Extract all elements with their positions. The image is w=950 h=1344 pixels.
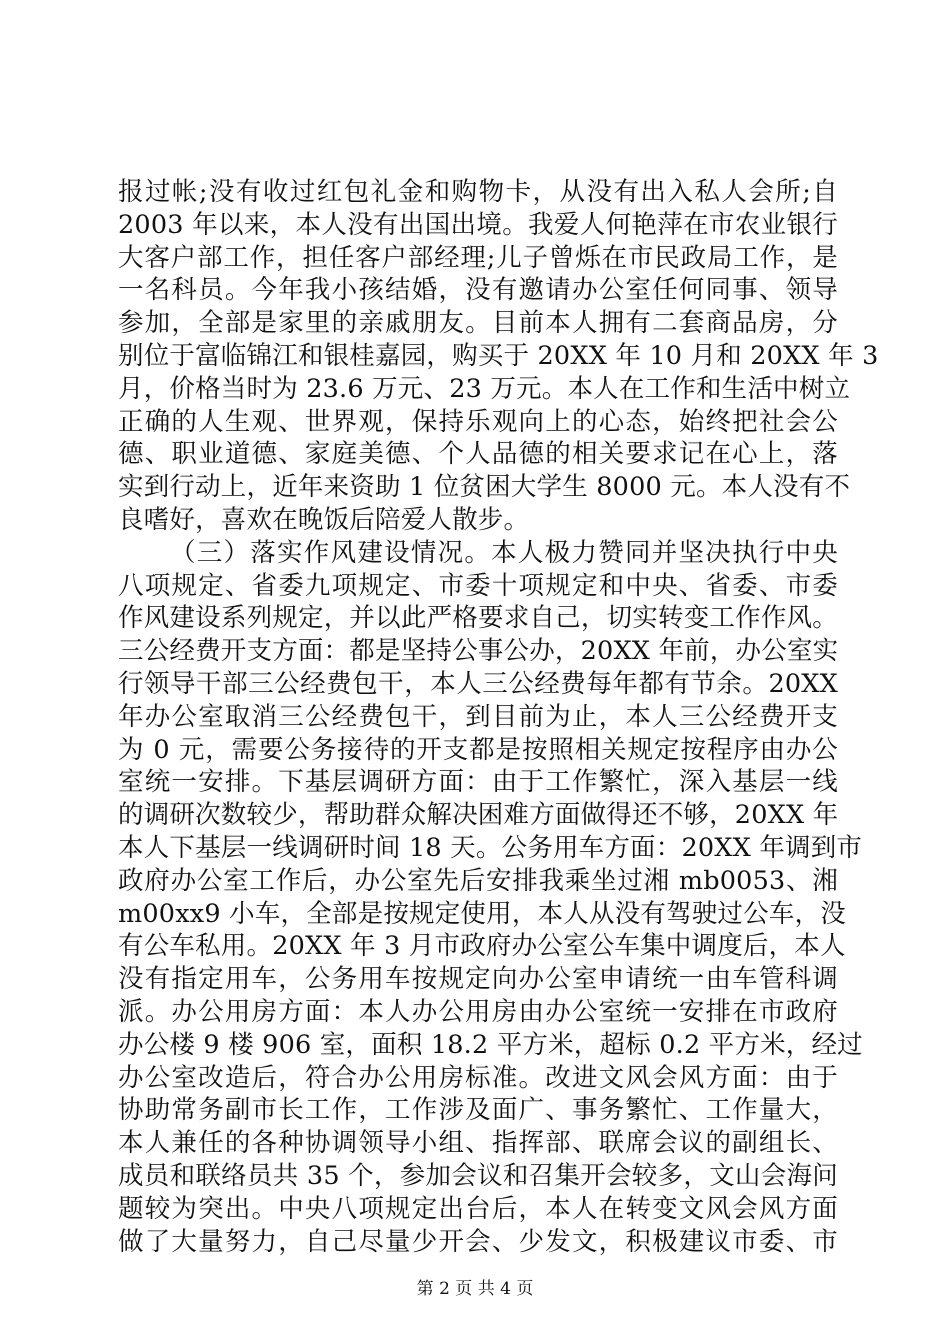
text-line: 没有指定用车，公务用车按规定向办公室申请统一由车管科调 xyxy=(118,964,838,995)
text-line: 参加，全部是家里的亲戚朋友。目前本人拥有二套商品房，分 xyxy=(118,308,838,339)
text-line: 本人下基层一线调研时间 18 天。公务用车方面：20XX 年调到市 xyxy=(118,832,863,863)
text-line: 政府办公室工作后，办公室先后安排我乘坐过湘 mb0053、湘 xyxy=(118,865,838,896)
text-line: 有公车私用。20XX 年 3 月市政府办公室公车集中调度后，本人 xyxy=(118,931,846,962)
page-number: 第 2 页 共 4 页 xyxy=(416,1279,534,1299)
text-line: 2003 年以来，本人没有出国出境。我爱人何艳萍在市农业银行 xyxy=(118,209,838,240)
section-heading-line: （三）落实作风建设情况。本人极力赞同并坚决执行中央 xyxy=(170,537,838,568)
text-line: 大客户部工作，担任客户部经理;儿子曾烁在市民政局工作，是 xyxy=(118,242,838,273)
text-line: 月，价格当时为 23.6 万元、23 万元。本人在工作和生活中树立 xyxy=(118,373,851,404)
text-line: 室统一安排。下基层调研方面：由于工作繁忙，深入基层一线 xyxy=(118,767,838,798)
text-line: 协助常务副市长工作，工作涉及面广、事务繁忙、工作量大， xyxy=(118,1095,838,1126)
text-line: 题较为突出。中央八项规定出台后，本人在转变文风会风方面 xyxy=(118,1193,838,1224)
text-line: 做了大量努力，自己尽量少开会、少发文，积极建议市委、市 xyxy=(118,1226,838,1257)
text-line: 办公楼 9 楼 906 室，面积 18.2 平方米，超标 0.2 平方米，经过 xyxy=(118,1029,863,1060)
text-line: 三公经费开支方面：都是坚持公事公办，20XX 年前，办公室实 xyxy=(118,636,839,667)
text-line: 办公室改造后，符合办公用房标准。改进文风会风方面：由于 xyxy=(118,1062,838,1093)
text-line: 正确的人生观、世界观，保持乐观向上的心态，始终把社会公 xyxy=(118,406,838,437)
text-line: 的调研次数较少，帮助群众解决困难方面做得还不够，20XX 年 xyxy=(118,800,839,831)
text-line: 报过帐;没有收过红包礼金和购物卡，从没有出入私人会所;自 xyxy=(118,177,838,207)
text-line: 德、职业道德、家庭美德、个人品德的相关要求记在心上，落 xyxy=(118,439,838,470)
text-line: 八项规定、省委九项规定、市委十项规定和中央、省委、市委 xyxy=(118,570,838,601)
text-line: 本人兼任的各种协调领导小组、指挥部、联席会议的副组长、 xyxy=(118,1128,838,1159)
page-footer xyxy=(0,1274,950,1299)
text-line: 派。办公用房方面：本人办公用房由办公室统一安排在市政府 xyxy=(118,996,838,1027)
text-line: 良嗜好，喜欢在晚饭后陪爱人散步。 xyxy=(118,504,530,535)
text-line: 为 0 元，需要公务接待的开支都是按照相关规定按程序由办公 xyxy=(118,734,838,765)
text-line: m00xx9 小车，全部是按规定使用，本人从没有驾驶过公车，没 xyxy=(118,898,846,929)
text-line: 行领导干部三公经费包干，本人三公经费每年都有节余。20XX xyxy=(118,668,838,699)
text-line: 别位于富临锦江和银桂嘉园，购买于 20XX 年 10 月和 20XX 年 3 xyxy=(118,340,879,371)
text-line: 实到行动上，近年来资助 1 位贫困大学生 8000 元。本人没有不 xyxy=(118,472,851,503)
document-body xyxy=(118,176,879,1258)
text-line: 成员和联络员共 35 个，参加会议和召集开会较多，文山会海问 xyxy=(118,1160,838,1191)
text-line: 作风建设系列规定，并以此严格要求自己，切实转变工作作风。 xyxy=(118,603,838,634)
text-line: 一名科员。今年我小孩结婚，没有邀请办公室任何同事、领导 xyxy=(118,275,838,306)
text-line: 年办公室取消三公经费包干，到目前为止，本人三公经费开支 xyxy=(118,701,838,732)
